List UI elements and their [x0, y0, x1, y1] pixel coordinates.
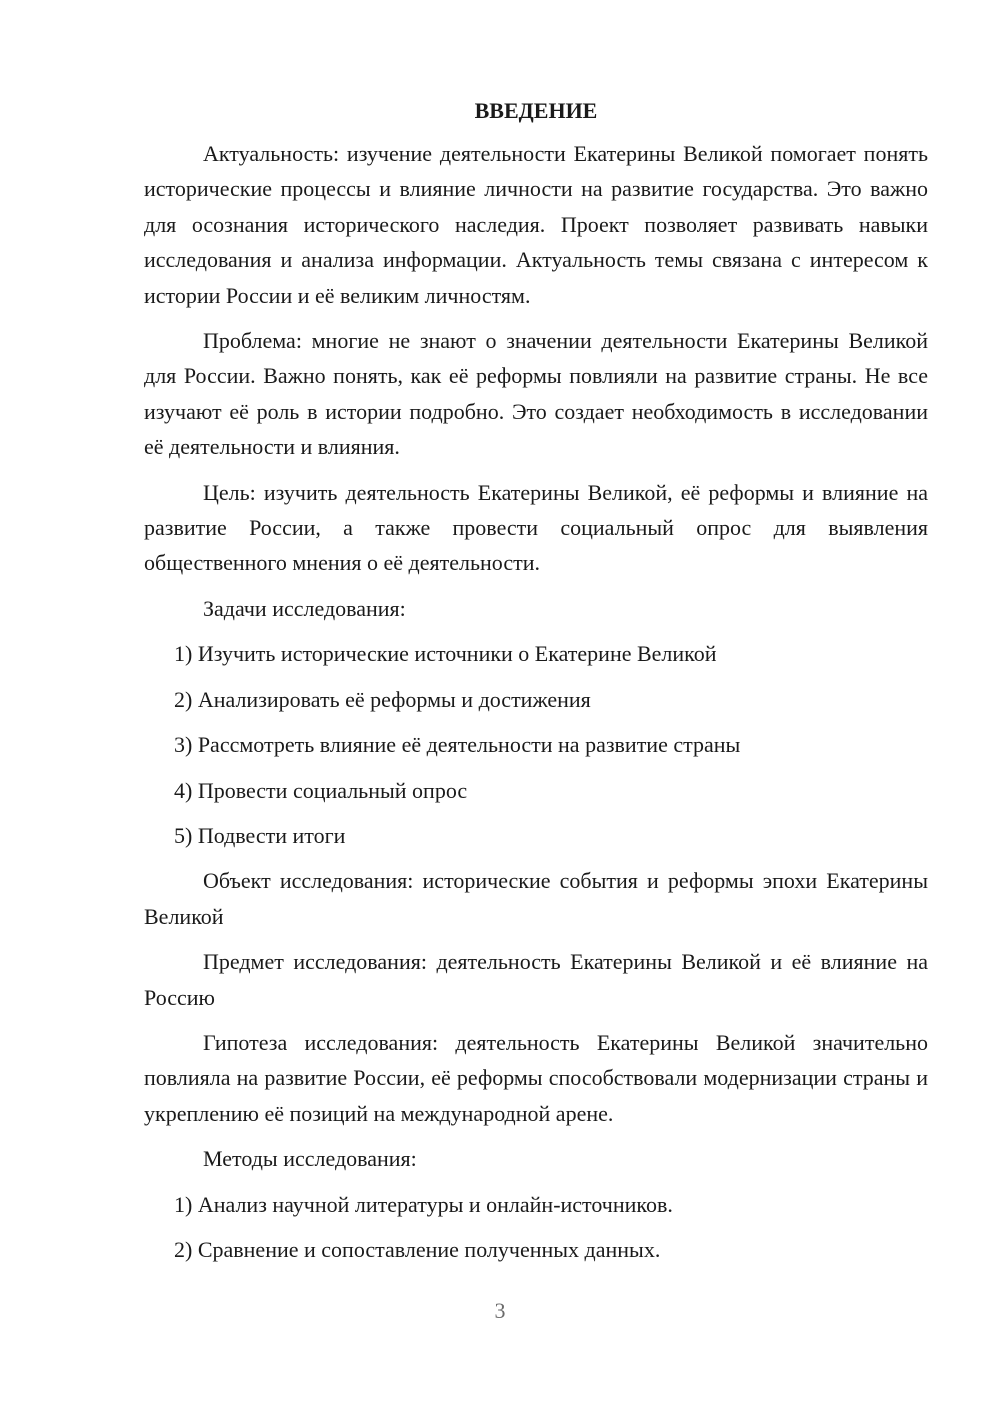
tasks-heading: Задачи исследования:	[203, 595, 406, 621]
page-number: 3	[494, 1298, 506, 1323]
object-paragraph: Объект исследования: исторические события и реформы эпохи Екатерины Великой	[144, 868, 928, 929]
task-item: 3) Рассмотреть влияние её деятельности на развитие страны	[174, 732, 741, 758]
subject-paragraph: Предмет исследования: деятельность Екатерины Великой и её влияние на Россию	[144, 949, 928, 1010]
task-item: 5) Подвести итоги	[174, 822, 346, 848]
methods-heading: Методы исследования:	[203, 1146, 417, 1172]
problem-paragraph: Проблема: многие не знают о значении деятельности Екатерины Великой для России. Важно понять, как её реформы повлияли на развитие страны. Не все изучают её роль в истории подробно. Это создает необходимость в исследовании её деятельности и влияния.	[144, 328, 928, 460]
method-item: 2) Сравнение и сопоставление полученных данных.	[174, 1236, 661, 1262]
section-title: ВВЕДЕНИЕ	[474, 98, 598, 123]
hypothesis-paragraph: Гипотеза исследования: деятельность Екатерины Великой значительно повлияла на развитие России, её реформы способствовали модернизации страны и укреплению её позиций на международной арене.	[144, 1029, 928, 1126]
method-item: 1) Анализ научной литературы и онлайн-источников.	[174, 1191, 673, 1217]
goal-paragraph: Цель: изучить деятельность Екатерины Великой, её реформы и влияние на развитие России, а также провести социальный опрос для выявления общественного мнения о её деятельности.	[144, 479, 928, 576]
relevance-paragraph: Актуальность: изучение деятельности Екатерины Великой помогает понять исторические процессы и влияние личности на развитие государства. Это важно для осознания исторического наследия. Проект позволяет развивать навыки исследования и анализа информации. Актуальность темы связана с интересом к истории России и её великим личностям.	[144, 141, 928, 308]
task-item: 1) Изучить исторические источники о Екатерине Великой	[174, 641, 717, 667]
task-item: 4) Провести социальный опрос	[174, 777, 468, 803]
page-content	[144, 96, 928, 1277]
task-item: 2) Анализировать её реформы и достижения	[174, 686, 591, 712]
